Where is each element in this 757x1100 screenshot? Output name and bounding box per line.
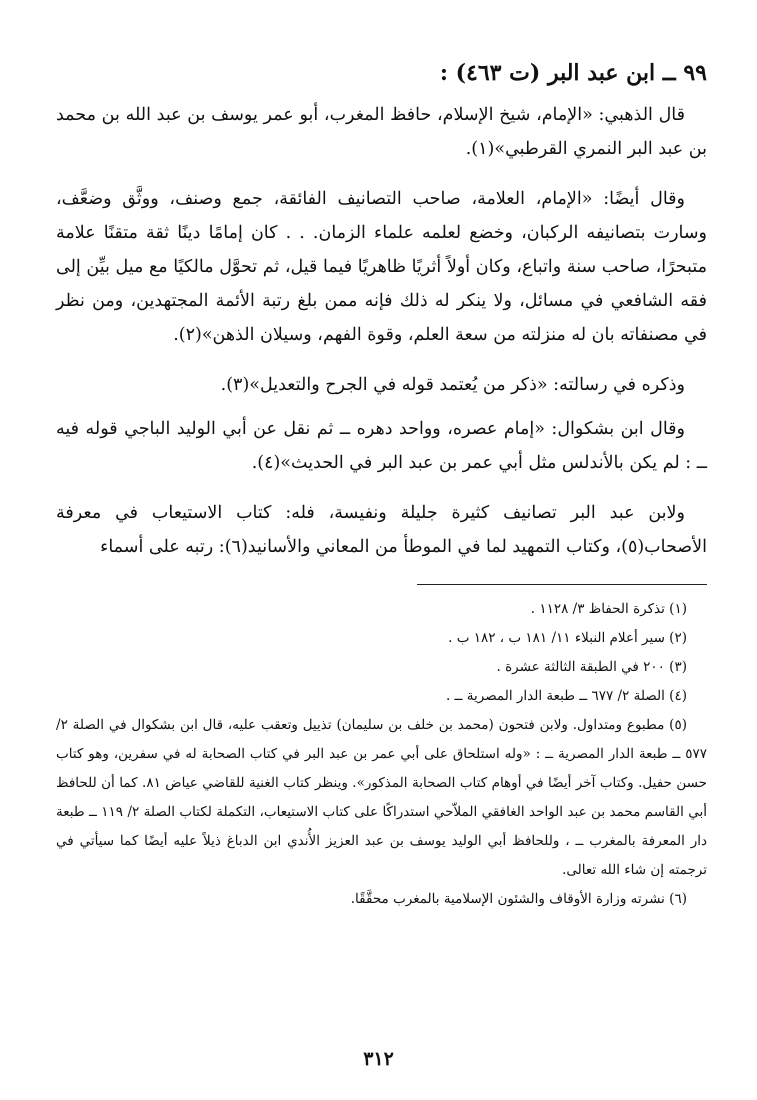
paragraph-works: ولابن عبد البر تصانيف كثيرة جليلة ونفيسة، فله: كتاب الاستيعاب في معرفة الأصحاب(٥)، وكتاب التمهيد لما في الموطأ من المعاني والأسانيد(٦): رتبه على أسماء bbox=[56, 503, 707, 557]
footnote-3: (٣) ٢٠٠ في الطبقة الثالثة عشرة . bbox=[496, 659, 687, 675]
footnote-4: (٤) الصلة ٢/ ٦٧٧ ــ طبعة الدار المصرية ــ . bbox=[445, 688, 687, 704]
page-number: ٣١٢ bbox=[363, 1048, 394, 1070]
page-body bbox=[56, 58, 707, 1100]
paragraph-risala-mention: وذكره في رسالته: «ذكر من يُعتمد قوله في الجرح والتعديل»(٣). bbox=[220, 375, 685, 395]
footnote-5: (٥) مطبوع ومتداول. ولابن فتحون (محمد بن خلف بن سليمان) تذييل وتعقب عليه، قال ابن بشكوال في الصلة ٢/ ٥٧٧ ــ طبعة الدار المصرية ــ : «وله استلحاق على أبي عمر بن عبد البر في كتاب الصحابة له في سفرين، وهو كتاب حسن حفيل. وكتاب آخر أيضًا في أوهام كتاب الصحابة المذكور». وينظر كتاب الغنية للقاضي عياض ٨١. كما أن للحافظ أبي القاسم محمد بن عبد الواحد الغافقي الملاّحي استدراكًا على كتاب الاستيعاب، التكملة لكتاب الصلة ٢/ ١١٩ ــ طبعة دار المعرفة بالمغرب ــ ، وللحافظ أبي الوليد يوسف بن عبد العزيز الأُندي ابن الدباغ ذيلاً عليه أيضًا كما سيأتي في ترجمته إن شاء الله تعالى. bbox=[56, 717, 707, 878]
footnote-6: (٦) نشرته وزارة الأوقاف والشئون الإسلامية بالمغرب محقَّقًا. bbox=[350, 891, 687, 907]
paragraph-dhahabi-quote: قال الذهبي: «الإمام، شيخ الإسلام، حافظ المغرب، أبو عمر يوسف بن عبد الله بن محمد بن عبد البر النمري القرطبي»(١). bbox=[56, 105, 707, 159]
paragraph-ibn-bashkuwal: وقال ابن بشكوال: «إمام عصره، وواحد دهره ــ ثم نقل عن أبي الوليد الباجي قوله فيه ــ : لم يكن بالأندلس مثل أبي عمر بن عبد البر في الحديث»(٤). bbox=[56, 419, 707, 473]
footnotes bbox=[56, 595, 707, 914]
paragraph-dhahabi-quote-2: وقال أيضًا: «الإمام، العلامة، صاحب التصانيف الفائقة، جمع وصنف، ووثَّق وضعَّف، وسارت بتصانيفه الركبان، وخضع لعلمه علماء الزمان. . . كان إمامًا دينًا ثقة متقنًا علامة متبحرًا، صاحب سنة واتباع، وكان أولاً أثريًا ظاهريًا فيما قيل، ثم تحوَّل مالكيًا مع ميل بيِّن إلى فقه الشافعي في مسائل، ولا ينكر له ذلك فإنه ممن بلغ رتبة الأئمة المجتهدين، ومن نظر في مصنفاته بان له منزلته من سعة العلم، وقوة الفهم، وسيلان الذهن»(٢). bbox=[56, 189, 707, 345]
footnote-1: (١) تذكرة الحفاظ ٣/ ١١٢٨ . bbox=[530, 601, 687, 617]
entry-heading: ٩٩ ــ ابن عبد البر (ت ٤٦٣) : bbox=[439, 60, 707, 86]
footnote-2: (٢) سير أعلام النبلاء ١١/ ١٨١ ب ، ١٨٢ ب . bbox=[448, 630, 687, 646]
footnote-separator bbox=[417, 584, 707, 585]
